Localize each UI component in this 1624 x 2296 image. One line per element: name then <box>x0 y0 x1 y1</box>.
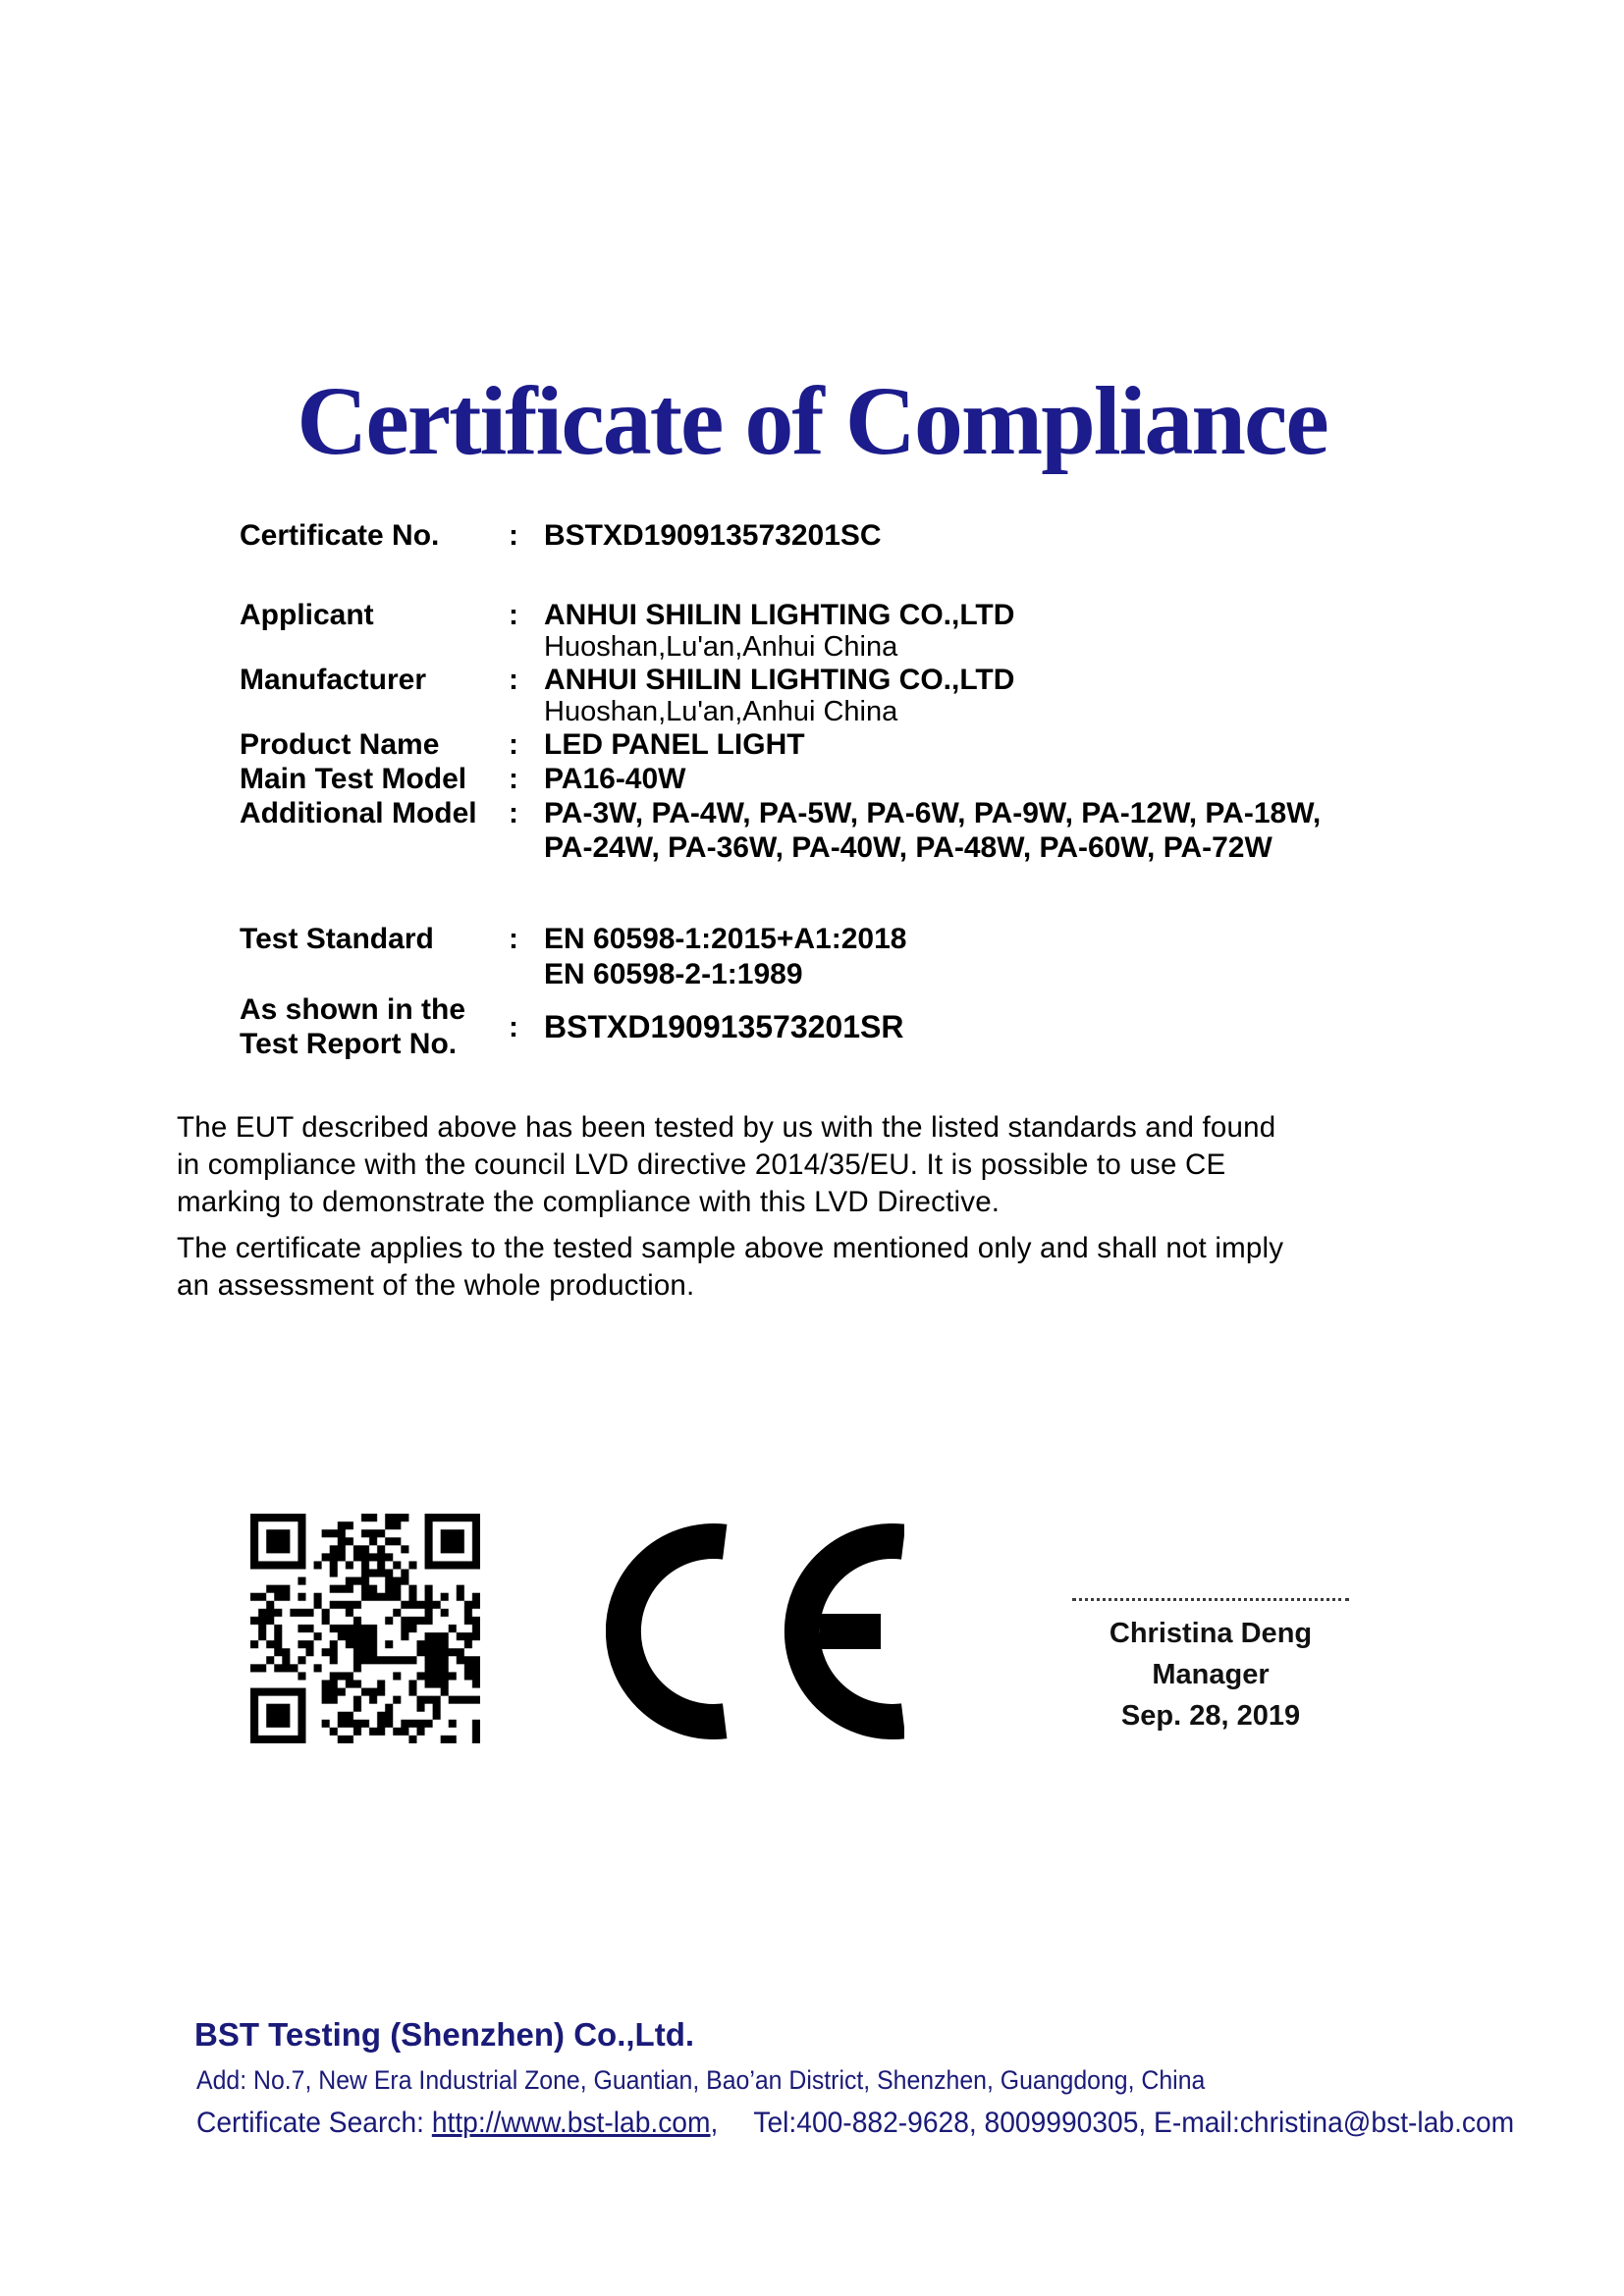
field-label: Applicant <box>240 599 374 631</box>
footer-search-label: Certificate Search: <box>196 2107 424 2139</box>
field-colon: : <box>509 923 518 955</box>
field-value: PA16-40W <box>544 763 686 795</box>
field-colon: : <box>509 728 518 761</box>
field-label: Product Name <box>240 728 440 761</box>
field-test-standard <box>240 922 1457 992</box>
applicant-company: ANHUI SHILIN LIGHTING CO.,LTD <box>544 599 1015 631</box>
footer-search-line <box>196 2107 1514 2140</box>
field-certificate-no <box>240 518 1457 553</box>
footer-contact: Tel:400-882-9628, 8009990305, E-mail:christina@bst-lab.com <box>753 2107 1515 2139</box>
additional-model-line1: PA-3W, PA-4W, PA-5W, PA-6W, PA-9W, PA-12W, PA-18W, <box>544 797 1322 829</box>
signature-date: Sep. 28, 2019 <box>1120 1700 1301 1732</box>
test-standard-line1: EN 60598-1:2015+A1:2018 <box>544 923 907 955</box>
field-label: Main Test Model <box>240 763 467 795</box>
applicant-address: Huoshan,Lu'an,Anhui China <box>544 631 898 663</box>
footer-address: Add: No.7, New Era Industrial Zone, Guantian, Bao’an District, Shenzhen, Guangdong, China <box>196 2065 1206 2095</box>
body-paragraph <box>177 1109 1492 1305</box>
signature-name: Christina Deng <box>1109 1618 1313 1649</box>
field-label-line2: Test Report No. <box>240 1028 458 1060</box>
field-value: BSTXD190913573201SC <box>544 519 882 552</box>
field-manufacturer <box>240 663 1457 727</box>
footer-search-link[interactable]: http://www.bst-lab.com <box>431 2107 711 2139</box>
field-colon: : <box>509 797 518 829</box>
manufacturer-company: ANHUI SHILIN LIGHTING CO.,LTD <box>544 664 1015 696</box>
field-label-line1: As shown in the <box>240 993 466 1026</box>
field-product-name <box>240 727 1457 762</box>
field-label: Manufacturer <box>240 664 427 696</box>
test-report-value: BSTXD190913573201SR <box>544 1008 904 1044</box>
field-colon: : <box>509 664 518 696</box>
field-label: Certificate No. <box>240 519 440 552</box>
certificate-title: Certificate of Compliance <box>297 366 1327 475</box>
body-line: in compliance with the council LVD directive 2014/35/EU. It is possible to use CE <box>177 1148 1226 1181</box>
signature-dotted-line <box>1072 1598 1349 1601</box>
footer-search-suffix: , <box>710 2107 719 2139</box>
field-additional-model <box>240 796 1457 865</box>
qr-code <box>250 1514 480 1743</box>
field-applicant <box>240 598 1457 663</box>
body-line: The certificate applies to the tested sample above mentioned only and shall not imply <box>177 1232 1284 1264</box>
body-line: an assessment of the whole production. <box>177 1269 695 1302</box>
field-test-report-no <box>240 992 1457 1061</box>
additional-model-line2: PA-24W, PA-36W, PA-40W, PA-48W, PA-60W, PA-72W <box>544 831 1272 864</box>
footer-company: BST Testing (Shenzhen) Co.,Ltd. <box>194 2016 695 2053</box>
field-colon: : <box>509 763 518 795</box>
field-colon: : <box>509 519 518 552</box>
field-colon: : <box>509 599 518 631</box>
certificate-info-table <box>240 518 1457 1061</box>
test-standard-line2: EN 60598-2-1:1989 <box>544 958 803 990</box>
signature-role: Manager <box>1152 1659 1270 1690</box>
body-line: The EUT described above has been tested by us with the listed standards and found <box>177 1111 1276 1144</box>
field-label: Test Standard <box>240 923 434 955</box>
field-value: LED PANEL LIGHT <box>544 728 805 761</box>
field-colon: : <box>509 1010 518 1043</box>
ce-mark-icon <box>606 1523 904 1739</box>
manufacturer-address: Huoshan,Lu'an,Anhui China <box>544 696 898 727</box>
field-label: Additional Model <box>240 797 477 829</box>
body-line: marking to demonstrate the compliance with this LVD Directive. <box>177 1186 1001 1218</box>
signature-block <box>1072 1598 1349 1736</box>
field-main-test-model <box>240 762 1457 796</box>
